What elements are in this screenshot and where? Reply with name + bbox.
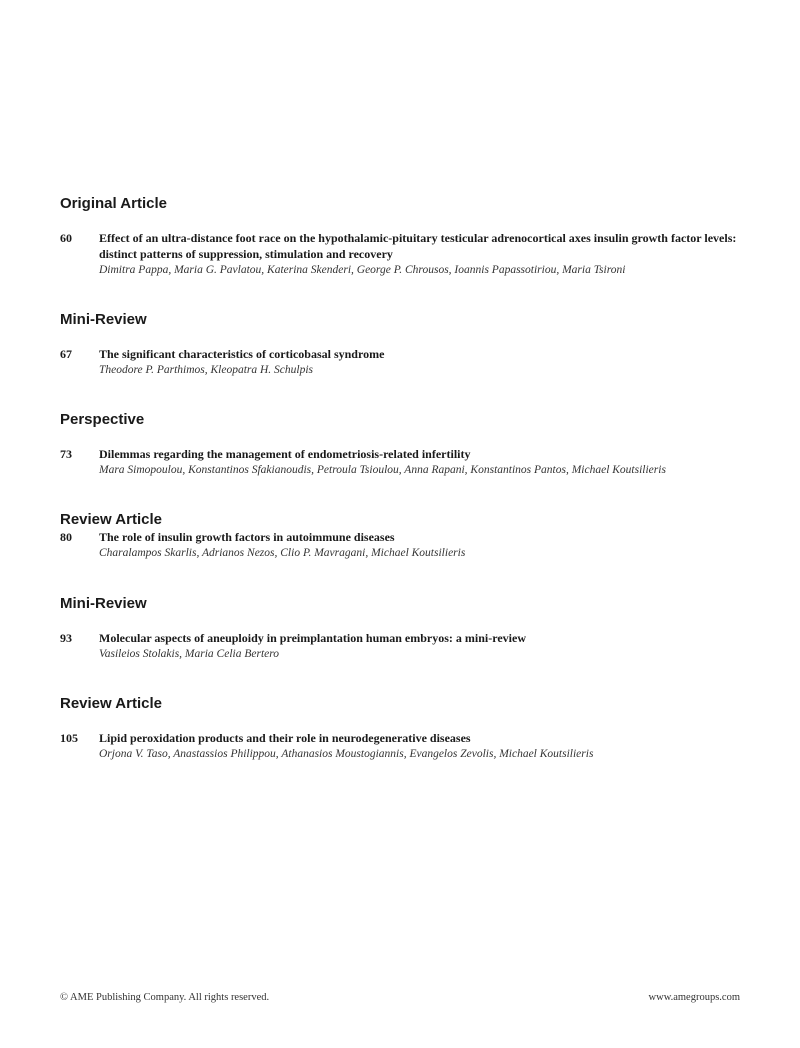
toc-section-mini-review-2 <box>60 595 760 662</box>
section-heading: Mini-Review <box>60 311 147 328</box>
section-heading: Review Article <box>60 511 162 528</box>
entry-body <box>99 730 760 762</box>
entry-authors: Dimitra Pappa, Maria G. Pavlatou, Katerina Skenderi, George P. Chrousos, Ioannis Papassotiriou, Maria Tsironi <box>99 264 626 276</box>
toc-entry <box>60 730 760 762</box>
website-link[interactable]: www.amegroups.com <box>648 992 740 1003</box>
section-heading: Review Article <box>60 695 162 712</box>
entry-page-number: 67 <box>60 347 72 361</box>
copyright-notice: © AME Publishing Company. All rights reserved. <box>60 992 270 1003</box>
entry-title[interactable]: The role of insulin growth factors in autoimmune diseases <box>99 530 395 544</box>
entry-title[interactable]: Molecular aspects of aneuploidy in preimplantation human embryos: a mini-review <box>99 631 527 645</box>
entry-authors: Orjona V. Taso, Anastassios Philippou, Athanasios Moustogiannis, Evangelos Zevolis, Michael Koutsilieris <box>99 748 594 760</box>
toc-entry <box>60 529 760 561</box>
section-heading: Original Article <box>60 195 167 212</box>
entry-title[interactable]: The significant characteristics of corticobasal syndrome <box>99 347 385 361</box>
toc-entry <box>60 346 760 378</box>
entry-authors: Vasileios Stolakis, Maria Celia Bertero <box>99 648 280 660</box>
toc-section-review-article-2 <box>60 695 760 762</box>
toc-section-perspective <box>60 411 760 478</box>
toc-entry <box>60 630 760 662</box>
entry-page-number: 80 <box>60 530 72 544</box>
page-footer <box>60 991 740 1005</box>
entry-title[interactable]: Lipid peroxidation products and their role in neurodegenerative diseases <box>99 731 471 745</box>
entry-page-number: 60 <box>60 231 72 245</box>
entry-title[interactable]: Dilemmas regarding the management of endometriosis-related infertility <box>99 447 471 461</box>
entry-page-number: 105 <box>60 731 78 745</box>
entry-body <box>99 630 760 662</box>
entry-authors: Theodore P. Parthimos, Kleopatra H. Schulpis <box>99 364 314 376</box>
entry-body <box>99 230 760 278</box>
section-heading: Perspective <box>60 411 145 428</box>
toc-section-mini-review <box>60 311 760 378</box>
entry-authors: Mara Simopoulou, Konstantinos Sfakianoudis, Petroula Tsioulou, Anna Rapani, Konstantinos Pantos, Michael Koutsilieris <box>99 464 666 476</box>
entry-body <box>99 346 760 378</box>
entry-page-number: 93 <box>60 631 72 645</box>
entry-authors: Charalampos Skarlis, Adrianos Nezos, Clio P. Mavragani, Michael Koutsilieris <box>99 547 466 559</box>
section-heading: Mini-Review <box>60 595 147 612</box>
entry-title[interactable]: Effect of an ultra-distance foot race on the hypothalamic-pituitary testicular adrenocortical axes insulin growth factor levels: distinct patterns of suppression, stimulation and recovery <box>99 231 737 261</box>
toc-entry <box>60 230 760 278</box>
toc-section-review-article <box>60 511 760 561</box>
toc-section-original-article <box>60 195 760 278</box>
entry-body <box>99 446 760 478</box>
entry-page-number: 73 <box>60 447 72 461</box>
entry-body <box>99 529 760 561</box>
toc-entry <box>60 446 760 478</box>
